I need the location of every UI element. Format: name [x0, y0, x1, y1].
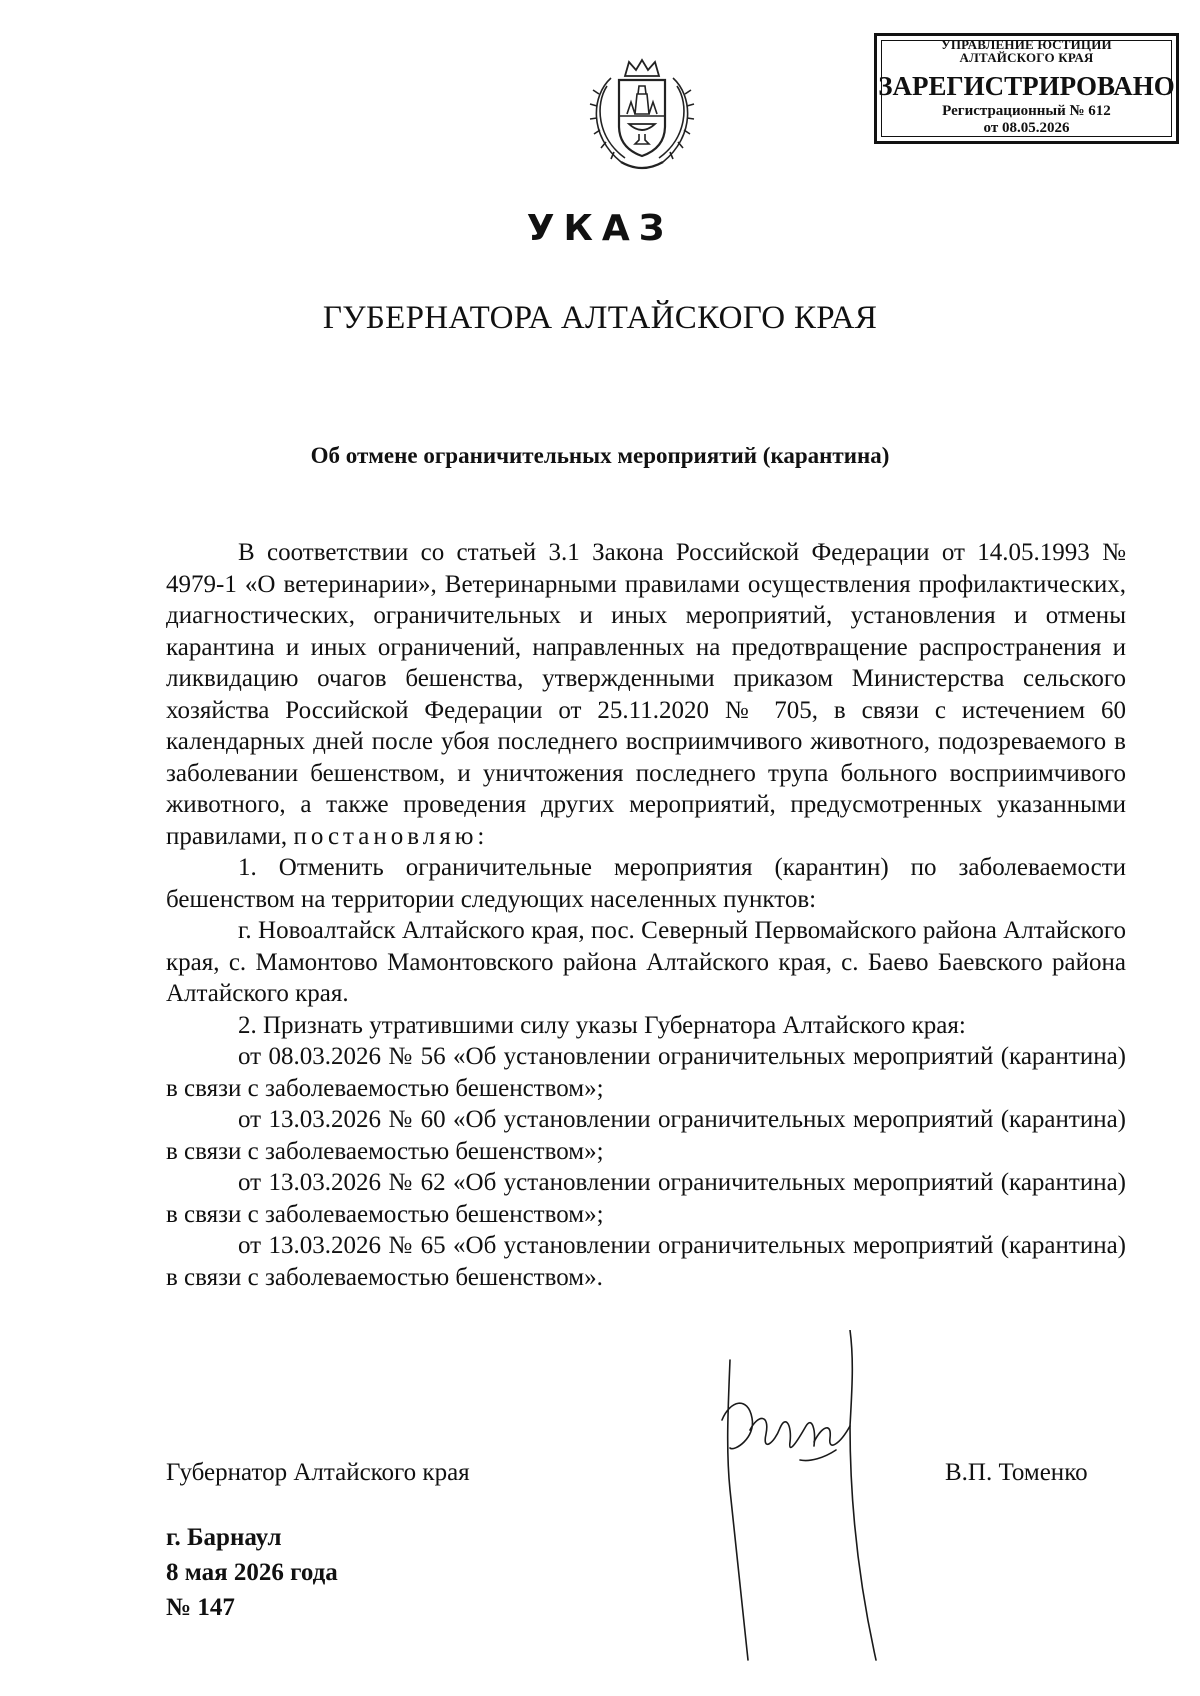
preamble-text: В соответствии со статьей 3.1 Закона Российской Федерации от 14.05.1993 № 4979-1 «О ветеринарии», Ветеринарными правилами осуществления профилактических, диагностических, ограничительных и иных мероприятий, установления и отмены карантина и иных ограничений, направленных на предотвращение распространения и ликвидацию очагов бешенства, утвержденными приказом Министерства сельского хозяйства Российской Федерации от 25.11.2020 № 705, в связи с истечением 60 календарных дней после убоя последнего восприимчивого животного, подозреваемого в заболевании бешенством, и уничтожения последнего трупа больного восприимчивого животного, а также проведения других мероприятий, предусмотренных указанными правилами, — [166, 539, 1126, 850]
item-2: 2. Признать утратившими силу указы Губернатора Алтайского края: — [238, 1011, 966, 1039]
stamp-organization — [877, 38, 1176, 64]
issue-city: г. Барнаул — [166, 1524, 282, 1551]
repealed-decree-2: от 13.03.2026 № 60 «Об установлении ограничительных мероприятий (карантина) в связи с заболеваемостью бешенством»; — [166, 1106, 1126, 1165]
repealed-decree-4: от 13.03.2026 № 65 «Об установлении ограничительных мероприятий (карантина) в связи с заболеваемостью бешенством». — [166, 1232, 1126, 1291]
stamp-organization-line-2: АЛТАЙСКОГО КРАЯ — [959, 50, 1094, 65]
decree-word: постановляю: — [293, 822, 489, 850]
stamp-reg-date: от 08.05.2026 — [983, 120, 1070, 136]
altai-krai-coat-of-arms-icon — [581, 56, 703, 176]
document-footer — [166, 1520, 338, 1625]
document-heading: Об отмене ограничительных мероприятий (карантина) — [310, 443, 890, 468]
stamp-status: ЗАРЕГИСТРИРОВАНО — [878, 71, 1175, 101]
decree-number: № 147 — [166, 1594, 235, 1621]
preamble-paragraph — [166, 537, 1126, 852]
signer-name: В.П. Томенко — [945, 1459, 1088, 1486]
registration-stamp — [874, 33, 1179, 144]
decree-body — [166, 537, 1126, 1293]
item-1: 1. Отменить ограничительные мероприятия (карантин) по заболеваемости бешенством на территории следующих населенных пунктов: — [166, 854, 1126, 913]
stamp-reg-number: Регистрационный № 612 — [942, 103, 1111, 119]
document-issuer: ГУБЕРНАТОРА АЛТАЙСКОГО КРАЯ — [322, 300, 878, 336]
handwritten-signature-icon — [700, 1330, 900, 1670]
repealed-decree-3: от 13.03.2026 № 62 «Об установлении ограничительных мероприятий (карантина) в связи с заболеваемостью бешенством»; — [166, 1169, 1126, 1228]
repealed-decree-1: от 08.03.2026 № 56 «Об установлении ограничительных мероприятий (карантина) в связи с заболеваемостью бешенством»; — [166, 1043, 1126, 1102]
issue-date: 8 мая 2026 года — [166, 1559, 338, 1586]
signer-position: Губернатор Алтайского края — [166, 1459, 470, 1486]
stamp-organization-line-1: УПРАВЛЕНИЕ ЮСТИЦИИ — [941, 37, 1112, 52]
document-type: УКАЗ — [526, 208, 674, 249]
item-1-places: г. Новоалтайск Алтайского края, пос. Северный Первомайского района Алтайского края, с. Мамонтово Мамонтовского района Алтайского края, с. Баево Баевского района Алтайского края. — [166, 917, 1126, 1007]
